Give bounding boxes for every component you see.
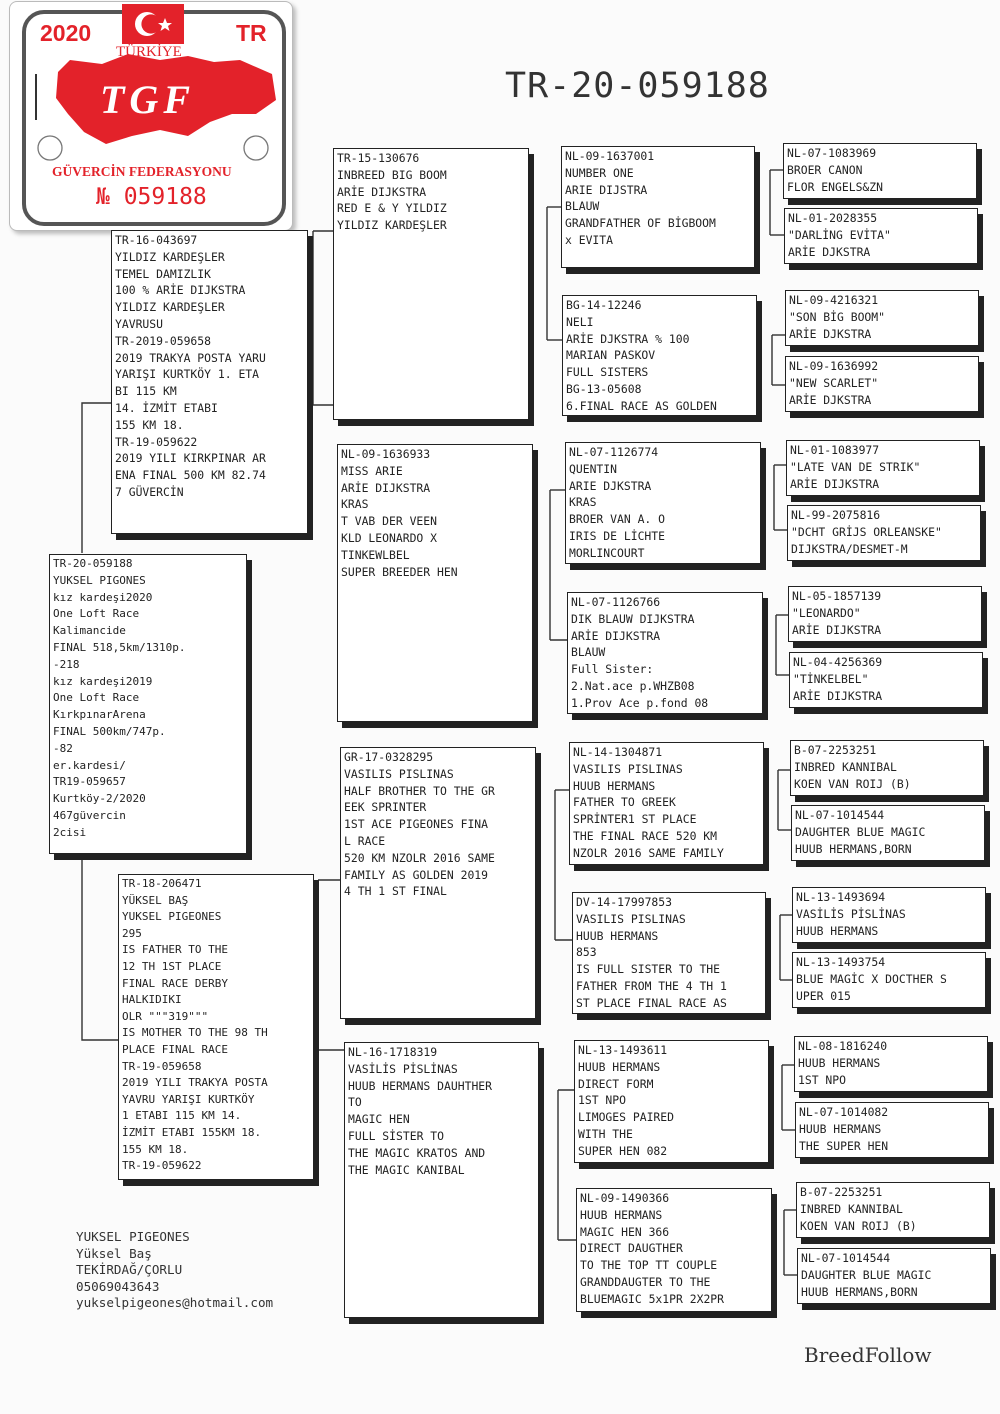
- pedigree-line: GRANDDAUGTER TO THE: [580, 1274, 711, 1289]
- pedigree-line: 155 KM 18.: [122, 1142, 189, 1156]
- pedigree-line: YILDIZ KARDEŞLER: [115, 249, 225, 264]
- gen4-box: [787, 505, 981, 561]
- gen4-box: [786, 440, 980, 496]
- pedigree-line: FATHER TO GREEK: [573, 795, 676, 810]
- pedigree-line: THE SUPER HEN: [799, 1138, 889, 1153]
- pedigree-line: FINAL 518,5km/1310p.: [53, 640, 186, 654]
- pedigree-line: "LEONARDO": [792, 605, 861, 620]
- pedigree-line: Full Sister:: [571, 662, 654, 677]
- pedigree-line: HUUB HERMANS,BORN: [795, 841, 912, 856]
- pedigree-line: "DCHT GRİJS ORLEANSKE": [791, 524, 942, 539]
- pedigree-line: HUUB HERMANS: [796, 923, 879, 938]
- sd-sire-box: [565, 442, 761, 564]
- pedigree-line: 14. İZMİT ETABI: [115, 400, 218, 415]
- badge-country-code: TR: [236, 20, 267, 46]
- pedigree-line: B-07-2253251: [800, 1185, 883, 1199]
- pedigree-line: THE FINAL RACE 520 KM: [573, 828, 718, 843]
- pedigree-line: ARİE DIJKSTRA: [790, 476, 880, 491]
- ss-sire-box: [561, 146, 755, 268]
- pedigree-line: HALF BROTHER TO THE GR: [344, 783, 495, 798]
- pedigree-line: GR-17-0328295: [344, 750, 434, 764]
- pedigree-line: 2019 YILI KIRKPINAR AR: [115, 451, 266, 466]
- pedigree-line: ARİE DIJKSTRA: [792, 622, 882, 637]
- pedigree-line: FULL SİSTER TO: [348, 1128, 445, 1143]
- pedigree-line: ARİE DIJKSTRA: [793, 688, 883, 703]
- pedigree-line: DIJKSTRA/DESMET-M: [791, 541, 908, 556]
- pedigree-line: NL-13-1493694: [796, 890, 886, 904]
- pedigree-line: NL-07-1126766: [571, 595, 661, 609]
- pedigree-line: 1ST NPO: [578, 1093, 627, 1108]
- pedigree-line: HUUB HERMANS: [576, 928, 659, 943]
- pedigree-line: kız kardeşi2020: [53, 590, 153, 604]
- sire-sire-box: [333, 148, 529, 420]
- pedigree-line: KRAS: [341, 497, 369, 512]
- pedigree-line: "SON BİG BOOM": [789, 309, 886, 324]
- pedigree-line: KRAS: [569, 495, 597, 510]
- pedigree-line: QUENTIN: [569, 461, 618, 476]
- pedigree-line: YUKSEL PIGEONES: [122, 910, 222, 924]
- breedfollow-logo: BreedFollow: [804, 1343, 932, 1367]
- pedigree-line: MISS ARIE: [341, 463, 403, 478]
- pedigree-line: NL-01-2028355: [788, 211, 878, 225]
- pedigree-line: ARİE DIJKSTRA: [341, 480, 431, 495]
- gen4-box: [788, 586, 982, 642]
- pedigree-line: MAGIC HEN 366: [580, 1224, 670, 1239]
- gen4-box: [796, 1182, 990, 1238]
- pedigree-line: WITH THE: [578, 1126, 633, 1141]
- pedigree-line: 467güvercin: [53, 808, 126, 822]
- pedigree-line: NL-07-1014082: [799, 1105, 889, 1119]
- pedigree-line: 12 TH 1ST PLACE: [122, 959, 222, 973]
- pedigree-line: "DARLİNG EVİTA": [788, 227, 891, 242]
- pedigree-line: ARİE DJKSTRA % 100: [566, 331, 690, 346]
- pedigree-line: NL-14-1304871: [573, 745, 663, 759]
- pedigree-line: VASİLİS PİSLİNAS: [796, 906, 906, 921]
- pedigree-line: SPRİNTER1 ST PLACE: [573, 812, 697, 827]
- pedigree-line: 2.Nat.ace p.WHZB08: [571, 678, 695, 693]
- pedigree-line: NL-16-1718319: [348, 1045, 438, 1059]
- pedigree-line: BROER VAN A. O: [569, 512, 666, 527]
- pedigree-line: KLD LEONARDO X: [341, 530, 438, 545]
- pedigree-line: NL-07-1083969: [787, 146, 877, 160]
- pedigree-line: YARIŞI KURTKÖY 1. ETA: [115, 367, 260, 382]
- pedigree-line: -82: [53, 741, 73, 755]
- pedigree-line: VASILIS PISLINAS: [573, 761, 683, 776]
- gen4-box: [792, 887, 986, 943]
- pedigree-line: ENA FINAL 500 KM 82.74: [115, 468, 266, 483]
- pedigree-line: KOEN VAN ROIJ (B): [794, 776, 911, 791]
- pedigree-line: HALKIDIKI: [122, 993, 182, 1007]
- pedigree-line: TEMEL DAMIZLIK: [115, 266, 212, 281]
- pedigree-line: INBRED KANNIBAL: [794, 759, 897, 774]
- pedigree-line: NL-09-1490366: [580, 1191, 670, 1205]
- pedigree-line: 155 KM 18.: [115, 417, 184, 432]
- subject-pigeon-box: [49, 554, 247, 854]
- pedigree-line: TO: [348, 1095, 362, 1110]
- sd-dam-box: [567, 592, 763, 714]
- pedigree-line: HUUB HERMANS: [798, 1055, 881, 1070]
- pedigree-line: NL-07-1014544: [801, 1251, 891, 1265]
- pedigree-line: TINKEWLBEL: [341, 547, 410, 562]
- pedigree-line: MORLINCOURT: [569, 545, 645, 560]
- badge-federation: GÜVERCİN FEDERASYONU: [52, 164, 232, 179]
- pedigree-line: PLACE FINAL RACE: [122, 1042, 228, 1056]
- federation-sticker: [9, 1, 293, 231]
- pedigree-line: "NEW SCARLET": [789, 375, 879, 390]
- gen4-box: [792, 952, 986, 1008]
- dd-dam-box: [576, 1188, 772, 1312]
- pedigree-line: SUPER BREEDER HEN: [341, 564, 458, 579]
- pedigree-line: IS FATHER TO THE: [122, 943, 228, 957]
- pedigree-line: VASILIS PISLINAS: [576, 911, 686, 926]
- pedigree-line: 2019 YILI TRAKYA POSTA: [122, 1076, 268, 1090]
- pedigree-line: 2019 TRAKYA POSTA YARU: [115, 350, 266, 365]
- pedigree-line: ARİE DJKSTRA: [788, 244, 871, 259]
- pedigree-line: VASİLİS PİSLİNAS: [348, 1061, 458, 1076]
- pedigree-line: RED E & Y YILDIZ: [337, 201, 447, 216]
- gen4-box: [790, 740, 984, 796]
- pedigree-line: HUUB HERMANS: [580, 1207, 663, 1222]
- pedigree-line: One Loft Race: [53, 607, 140, 621]
- pedigree-line: DIRECT DAUGTHER: [580, 1241, 683, 1256]
- ds-sire-box: [569, 742, 764, 865]
- pedigree-line: INBRED KANNIBAL: [800, 1201, 903, 1216]
- pedigree-line: BLAUW: [565, 199, 600, 214]
- pedigree-line: 1ST ACE PIGEONES FINA: [344, 817, 489, 832]
- gen4-box: [785, 290, 979, 346]
- breeder-location: TEKİRDAĞ/ÇORLU: [76, 1262, 183, 1278]
- pedigree-line: VASILIS PISLINAS: [344, 766, 454, 781]
- pedigree-line: NL-99-2075816: [791, 508, 881, 522]
- pedigree-line: "LATE VAN DE STRIK": [790, 459, 921, 474]
- pedigree-line: x EVITA: [565, 232, 614, 247]
- pedigree-line: TR-16-043697: [115, 233, 198, 247]
- pedigree-line: ST PLACE FINAL RACE AS: [576, 995, 727, 1010]
- pedigree-line: EEK SPRINTER: [344, 800, 427, 815]
- pedigree-line: FULL SISTERS: [566, 365, 649, 380]
- pedigree-line: 1ST NPO: [798, 1072, 847, 1087]
- dam-box: [118, 874, 314, 1180]
- pedigree-line: YÜKSEL BAŞ: [122, 893, 189, 907]
- pedigree-line: FINAL RACE DERBY: [122, 976, 228, 990]
- pedigree-line: TO THE TOP TT COUPLE: [580, 1258, 718, 1273]
- gen4-box: [797, 1248, 991, 1304]
- sire-box: [111, 230, 308, 534]
- pedigree-line: MARIAN PASKOV: [566, 348, 656, 363]
- pedigree-line: 2cisi: [53, 825, 87, 839]
- gen4-box: [795, 1102, 989, 1158]
- pedigree-line: İZMİT ETABI 155KM 18.: [122, 1125, 262, 1139]
- pedigree-line: TR19-059657: [53, 775, 126, 789]
- pedigree-line: IS FULL SISTER TO THE: [576, 962, 721, 977]
- pedigree-line: NL-04-4256369: [793, 655, 883, 669]
- pedigree-line: YUKSEL PIGONES: [53, 573, 146, 587]
- pedigree-line: BROER CANON: [787, 162, 863, 177]
- pedigree-line: TR-19-059622: [122, 1159, 202, 1173]
- breeder-contact: [76, 1229, 273, 1312]
- dd-sire-box: [574, 1040, 769, 1163]
- pedigree-line: ARİE DJKSTRA: [789, 392, 872, 407]
- pedigree-line: HUUB HERMANS DAUHTHER: [348, 1078, 493, 1093]
- page-title-ring-number: TR-20-059188: [505, 66, 770, 106]
- pedigree-line: THE MAGIC KANIBAL: [348, 1162, 465, 1177]
- pedigree-line: SUPER HEN 082: [578, 1143, 668, 1158]
- pedigree-line: NL-01-1083977: [790, 443, 880, 457]
- pedigree-line: YILDIZ KARDEŞLER: [337, 218, 447, 233]
- pedigree-line: ARIE DJKSTRA: [569, 478, 652, 493]
- pedigree-line: DIRECT FORM: [578, 1076, 654, 1091]
- badge-year: 2020: [40, 20, 92, 46]
- pedigree-line: BG-14-12246: [566, 298, 642, 312]
- pedigree-line: GRANDFATHER OF BİGBOOM: [565, 216, 716, 231]
- pedigree-line: BG-13-05608: [566, 381, 642, 396]
- pedigree-line: UPER 015: [796, 988, 851, 1003]
- pedigree-line: kız kardeşi2019: [53, 674, 153, 688]
- gen4-box: [783, 143, 977, 199]
- pedigree-line: "TİNKELBEL": [793, 671, 869, 686]
- breeder-email: yukselpigeones@hotmail.com: [76, 1295, 274, 1311]
- pedigree-line: 1.Prov Ace p.fond 08: [571, 695, 709, 710]
- pedigree-line: One Loft Race: [53, 691, 140, 705]
- pedigree-line: TR-19-059622: [115, 434, 198, 449]
- gen4-box: [794, 1036, 988, 1092]
- pedigree-line: FLOR ENGELS&ZN: [787, 179, 884, 194]
- pedigree-line: T VAB DER VEEN: [341, 514, 438, 529]
- pedigree-line: OLR """319""": [122, 1009, 209, 1023]
- breeder-phone: 05069043643: [76, 1278, 160, 1294]
- badge-country: TÜRKİYE: [116, 44, 182, 60]
- pedigree-line: NL-07-1126774: [569, 445, 659, 459]
- pedigree-line: NL-09-1636992: [789, 359, 879, 373]
- pedigree-line: DAUGHTER BLUE MAGIC: [795, 824, 926, 839]
- pedigree-line: TR-18-206471: [122, 877, 202, 890]
- pedigree-line: TR-19-059658: [122, 1059, 202, 1073]
- pedigree-line: er.kardesi/: [53, 758, 126, 772]
- pedigree-line: NL-13-1493754: [796, 955, 886, 969]
- pedigree-line: BI 115 KM: [115, 384, 177, 399]
- gen4-box: [784, 208, 978, 264]
- pedigree-line: NL-09-4216321: [789, 293, 879, 307]
- pedigree-line: BLAUW: [571, 645, 606, 660]
- pedigree-line: NL-08-1816240: [798, 1039, 888, 1053]
- pedigree-line: FAMILY AS GOLDEN 2019: [344, 867, 489, 882]
- pedigree-line: NZOLR 2016 SAME FAMILY: [573, 845, 724, 860]
- pedigree-line: 853: [576, 945, 597, 960]
- pedigree-line: NELI: [566, 314, 594, 329]
- pedigree-line: ARİE DIJKSTRA: [337, 184, 427, 199]
- sire-dam-box: [337, 444, 533, 722]
- pedigree-line: FINAL 500km/747p.: [53, 724, 166, 738]
- pedigree-line: DV-14-17997853: [576, 895, 673, 909]
- gen4-box: [791, 805, 985, 861]
- pedigree-line: DIK BLAUW DIJKSTRA: [571, 611, 695, 626]
- pedigree-line: HUUB HERMANS: [573, 778, 656, 793]
- pedigree-line: 6.FINAL RACE AS GOLDEN: [566, 398, 717, 413]
- pedigree-line: BLUEMAGIC 5x1PR 2X2PR: [580, 1291, 725, 1306]
- pedigree-line: INBREED BIG BOOM: [337, 167, 447, 182]
- breeder-loft-name: YUKSEL PIGEONES: [76, 1229, 190, 1244]
- pedigree-line: 520 KM NZOLR 2016 SAME: [344, 850, 495, 865]
- pedigree-line: Kalimancide: [53, 624, 126, 638]
- pedigree-line: IS MOTHER TO THE 98 TH: [122, 1026, 268, 1040]
- pedigree-line: NL-09-1637001: [565, 149, 655, 163]
- pedigree-line: HUUB HERMANS: [578, 1059, 661, 1074]
- pedigree-line: TR-15-130676: [337, 151, 420, 165]
- pedigree-line: YAVRUSU: [115, 316, 164, 331]
- pedigree-line: ARIE DIJSTRA: [565, 182, 648, 197]
- pedigree-line: LIMOGES PAIRED: [578, 1110, 675, 1125]
- pedigree-line: BLUE MAGİC X DOCTHER S: [796, 971, 947, 986]
- ds-dam-box: [572, 892, 766, 1014]
- tgf-logo-text: TGF: [100, 77, 195, 122]
- breeder-name: Yüksel Baş: [76, 1245, 152, 1261]
- pedigree-line: THE MAGIC KRATOS AND: [348, 1145, 486, 1160]
- pedigree-line: NUMBER ONE: [565, 165, 634, 180]
- pedigree-line: 4 TH 1 ST FINAL: [344, 884, 447, 899]
- dam-dam-box: [344, 1042, 539, 1318]
- pedigree-line: 7 GÜVERCİN: [115, 484, 184, 499]
- pedigree-line: L RACE: [344, 833, 386, 848]
- pedigree-line: ARİE DIJKSTRA: [571, 628, 661, 643]
- pedigree-line: HUUB HERMANS: [799, 1121, 882, 1136]
- pedigree-line: MAGIC HEN: [348, 1112, 410, 1127]
- pedigree-line: 100 % ARİE DIJKSTRA: [115, 283, 246, 298]
- pedigree-line: YAVRU YARIŞI KURTKÖY: [122, 1092, 255, 1106]
- pedigree-line: TR-20-059188: [53, 557, 133, 570]
- pedigree-line: 295: [122, 926, 142, 940]
- pedigree-line: 1 ETABI 115 KM 14.: [122, 1109, 242, 1123]
- pedigree-line: Kurtköy-2/2020: [53, 792, 146, 806]
- pedigree-line: TR-2019-059658: [115, 333, 212, 348]
- pedigree-line: DAUGHTER BLUE MAGIC: [801, 1267, 932, 1282]
- pedigree-line: YILDIZ KARDEŞLER: [115, 300, 225, 315]
- pedigree-line: -218: [53, 657, 80, 671]
- badge-number: № 059188: [96, 184, 207, 210]
- pedigree-line: NL-13-1493611: [578, 1043, 668, 1057]
- gen4-box: [789, 652, 983, 708]
- dam-sire-box: [340, 747, 536, 1019]
- pedigree-line: HUUB HERMANS,BORN: [801, 1284, 918, 1299]
- ss-dam-box: [562, 295, 757, 416]
- pedigree-line: NL-09-1636933: [341, 447, 431, 461]
- pedigree-line: KırkpınarArena: [53, 708, 146, 722]
- pedigree-line: FATHER FROM THE 4 TH 1: [576, 978, 727, 993]
- pedigree-line: NL-07-1014544: [795, 808, 885, 822]
- pedigree-line: KOEN VAN ROIJ (B): [800, 1218, 917, 1233]
- pedigree-line: IRIS DE LİCHTE: [569, 528, 666, 543]
- pedigree-line: B-07-2253251: [794, 743, 877, 757]
- gen4-box: [785, 356, 979, 412]
- pedigree-line: NL-05-1857139: [792, 589, 882, 603]
- pedigree-line: ARİE DJKSTRA: [789, 326, 872, 341]
